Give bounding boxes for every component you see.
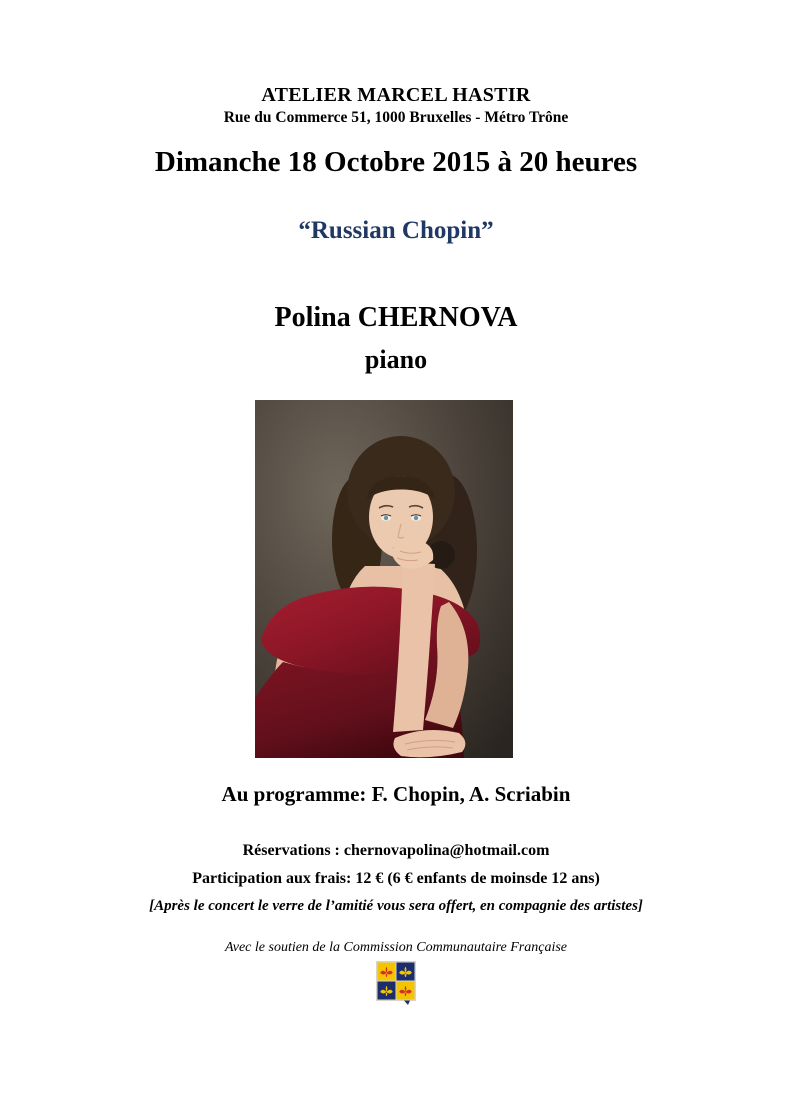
cocof-logo-icon [376,961,416,1005]
venue-address: Rue du Commerce 51, 1000 Bruxelles - Métro Trône [223,109,569,126]
venue-name: ATELIER MARCEL HASTIR [261,84,531,106]
reservations-line: Réservations : chernovapolina@hotmail.com [242,842,550,859]
performer-photo-image [255,400,513,758]
concert-title: “Russian Chopin” [298,217,494,244]
event-datetime: Dimanche 18 Octobre 2015 à 20 heures [154,146,638,178]
performer-name: Polina CHERNOVA [274,302,518,333]
participation-line: Participation aux frais: 12 € (6 € enfants de moinsde 12 ans) [192,870,600,887]
performer-photo [255,400,513,758]
programme-line: Au programme: F. Chopin, A. Scriabin [221,782,571,806]
support-note: Avec le soutien de la Commission Communautaire Française [224,940,568,955]
performer-instrument: piano [364,345,428,374]
after-concert-note: [Après le concert le verre de l’amitié vous sera offert, en compagnie des artistes] [149,898,643,914]
